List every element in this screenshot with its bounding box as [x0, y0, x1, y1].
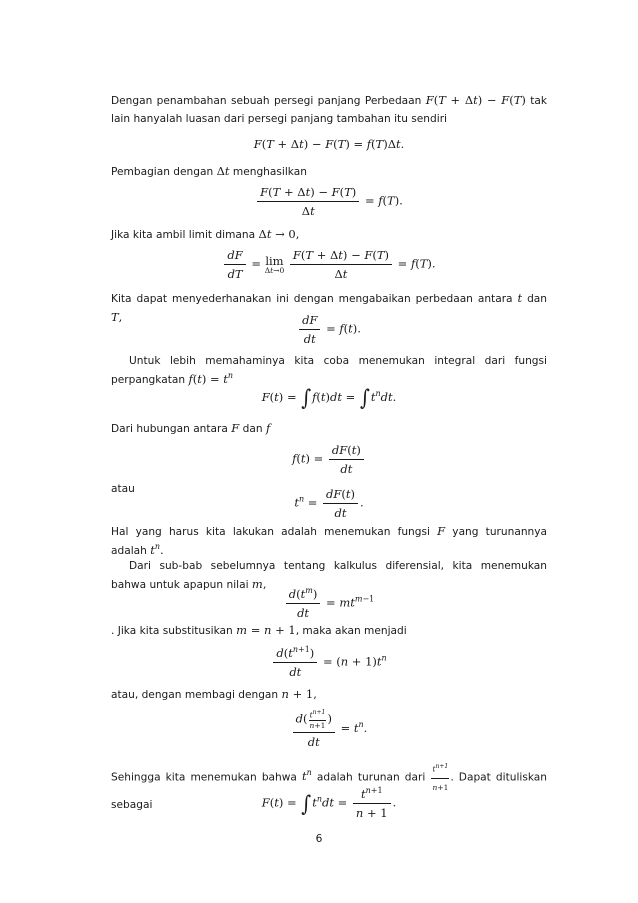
text: dan — [242, 423, 263, 435]
paragraph-simplify: Kita dapat menyederhanakan ini dengan mengabaikan perbedaan antara t dan T, — [111, 291, 548, 324]
equation-1: F(T + Δt) − F(T) = f(T)Δt. — [253, 137, 405, 151]
text: yang turunannya adalah — [111, 526, 548, 557]
paragraph-substitute: . Jika kita substitusikan m = n + 1, maka akan menjadi — [111, 623, 407, 637]
page-number: 6 — [315, 833, 323, 845]
text: atau, dengan membagi dengan — [111, 689, 279, 701]
text: atau — [111, 483, 135, 495]
equation-11: $F(t) = \int t^ndt$ = $\frac{t^{n+1}}{n + 1}$ . — [261, 786, 397, 820]
text: Pembagian dengan — [111, 166, 214, 178]
paragraph-task: Hal yang harus kita lakukan adalah menemukan fungsi F yang turunannya adalah $t^n$. — [111, 524, 548, 557]
paragraph-subchapter: Dari sub-bab sebelumnya tentang kalkulus diferensial, kita menemukan bahwa untuk apapun nilai m, — [111, 560, 547, 591]
text: Kita dapat menyederhanakan ini dengan mengabaikan perbedaan antara — [111, 293, 513, 305]
equation-10: d( $\frac{t^{n+1}}{n+1}$ ) dt = $t^n$. — [111, 709, 547, 749]
paragraph-relation: Dari hubungan antara F dan f — [111, 421, 271, 435]
text: adalah turunan dari — [316, 771, 426, 784]
equation-7: $t^n$ = $\frac{dF(t)}{dt}$ . — [294, 487, 364, 520]
equation-2: $\frac{F(T + \Delta t) - F(T)}{\Delta t}$ = f(T). — [111, 185, 547, 218]
paragraph-division: Pembagian dengan Δt menghasilkan — [111, 164, 307, 178]
text: dan — [527, 293, 548, 305]
text: . Dapat dituliskan sebagai — [111, 771, 548, 811]
paragraph-divide: atau, dengan membagi dengan n + 1, — [111, 687, 317, 701]
text: menghasilkan — [232, 166, 307, 178]
text: , maka akan menjadi — [295, 625, 407, 637]
equation-3: $\frac{dF}{dT}$ = lim Δt→0 $\frac{F(T + \Delta t) - F(T)}{\Delta t}$ = f(T). — [111, 248, 547, 281]
text: Dari hubungan antara — [111, 423, 228, 435]
text: Untuk lebih memahaminya kita coba menemukan integral dari fungsi perpangkatan — [111, 355, 547, 386]
text: Hal yang harus kita lakukan adalah menemukan fungsi — [111, 526, 430, 538]
text: Dari sub-bab sebelumnya tentang kalkulus diferensial, kita menemukan bahwa untuk apapun nilai — [111, 560, 547, 591]
text: Dengan penambahan sebuah persegi panjang Perbedaan — [111, 95, 422, 107]
text: . Jika kita substitusikan — [111, 625, 233, 637]
paragraph-conclusion: Sehingga kita menemukan bahwa $t^n$ adalah turunan dari $\frac{t^{n+1}}{n+1}$ . Dapat dituliskan sebagai — [111, 758, 547, 814]
text: Jika kita ambil limit dimana — [111, 229, 256, 241]
text: Sehingga kita menemukan bahwa — [111, 771, 297, 784]
paragraph-power-function: Untuk lebih memahaminya kita coba menemukan integral dari fungsi perpangkatan $f(t) = t^n$ — [111, 355, 547, 386]
equation-5: $F(t) = \int f(t)dt = \int t^ndt$. — [261, 385, 397, 411]
equation-4: $\frac{dF}{dt}$ = f(t). — [111, 313, 547, 346]
equation-8: $\frac{d(t^m)}{dt}$ = $mt^{m-1}$ — [111, 587, 547, 620]
equation-6: f(t) = $\frac{dF(t)}{dt}$ — [111, 443, 547, 476]
text: tak lain hanyalah luasan dari persegi panjang tambahan itu sendiri — [111, 95, 548, 125]
paragraph-limit: Jika kita ambil limit dimana Δt → 0, — [111, 227, 300, 241]
equation-9: $\frac{d(t^{n+1})}{dt}$ = $(n + 1)t^n$ — [111, 646, 547, 679]
paragraph-intro: Dengan penambahan sebuah persegi panjang Perbedaan F(T + Δt) − F(T) tak lain hanyalah luasan dari persegi panjang tambahan itu sendiri — [111, 93, 548, 125]
